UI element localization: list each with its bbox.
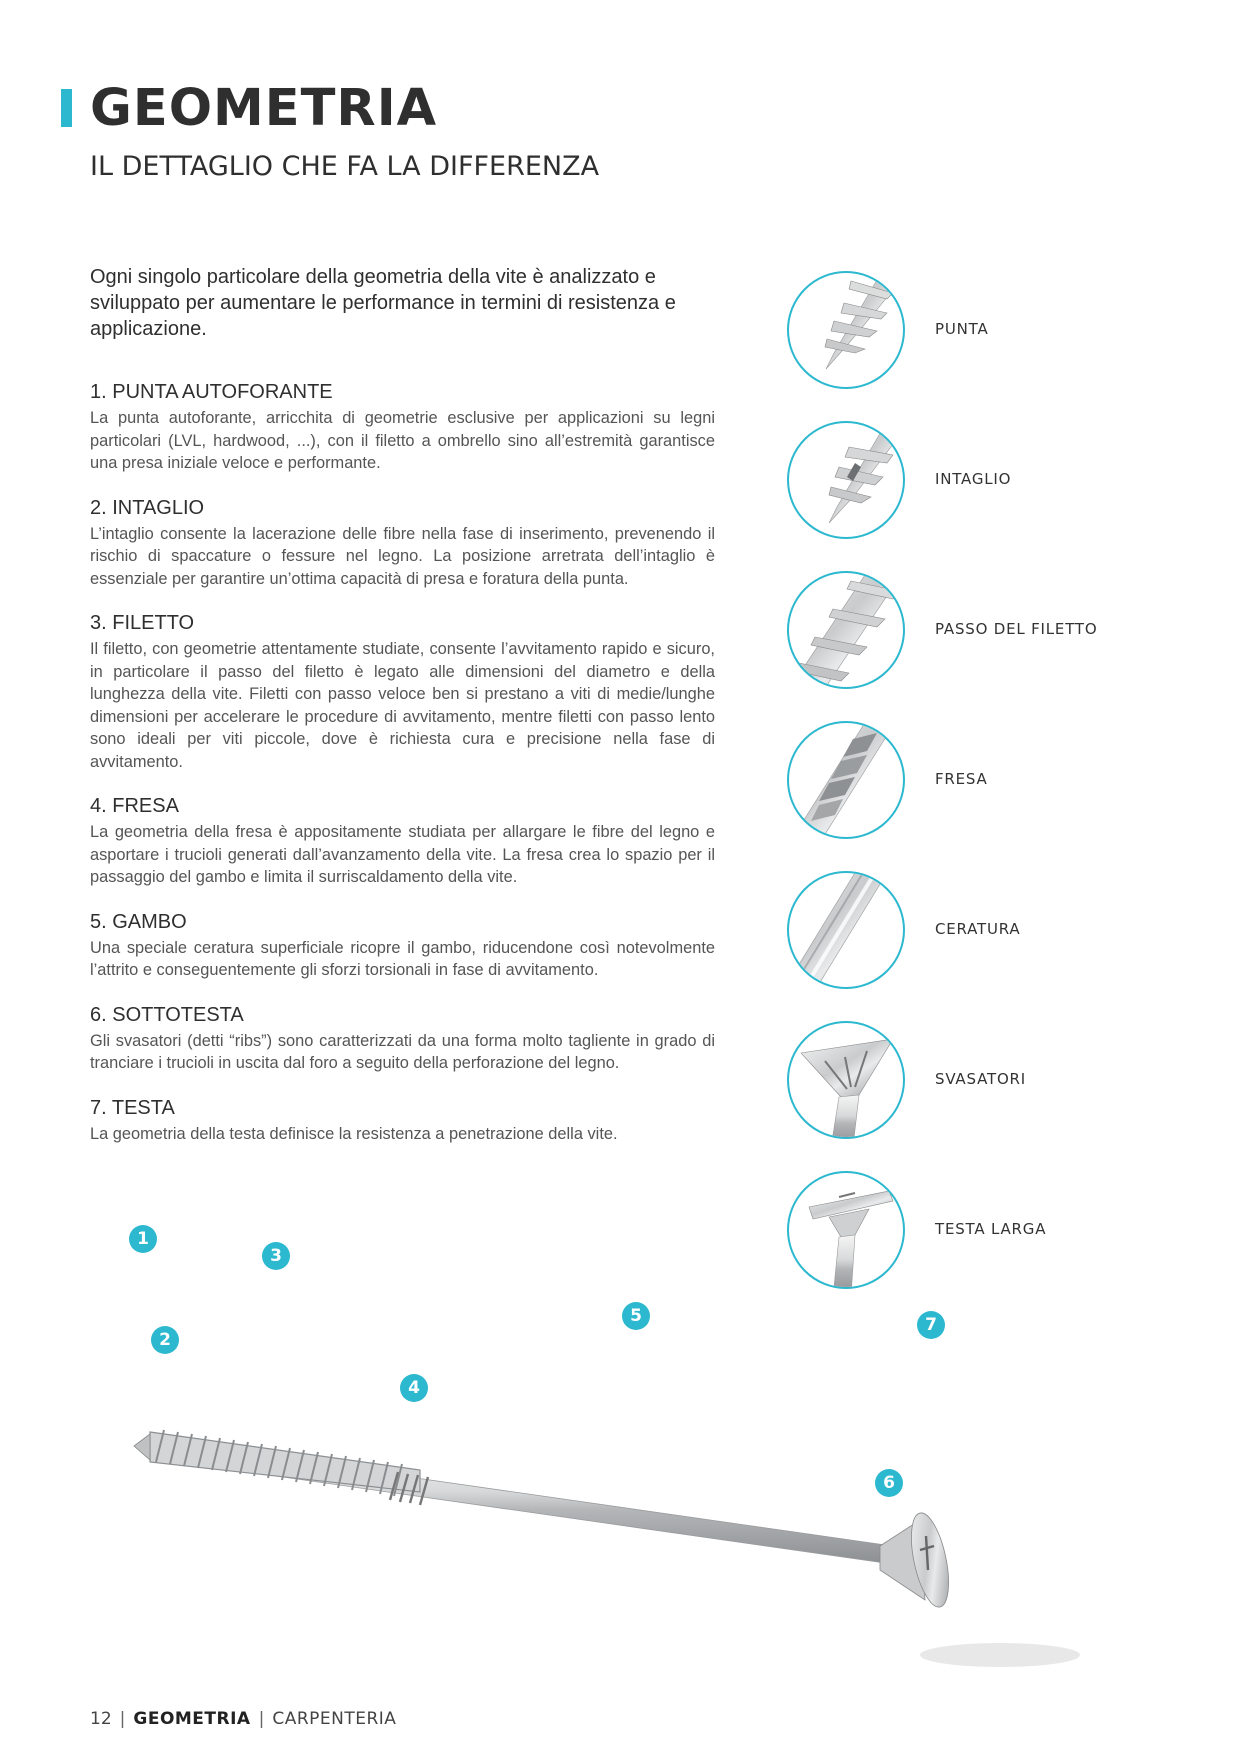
section-body: La punta autoforante, arricchita di geometrie esclusive per applicazioni su legni particolari (LVL, hardwood, ...), con il filetto a ombrello sino all’estremità garantisce una presa iniziale veloce e performante.	[90, 409, 715, 472]
detail-label: PUNTA	[935, 320, 989, 338]
page-footer	[90, 1709, 396, 1729]
detail-ceratura	[787, 871, 905, 989]
marker-3: 3	[262, 1242, 290, 1270]
marker-2: 2	[151, 1326, 179, 1354]
screw-notch-closeup-icon	[787, 421, 905, 539]
page-title: GEOMETRIA	[90, 79, 438, 138]
text-column	[90, 264, 715, 1166]
detail-label: CERATURA	[935, 920, 1021, 938]
footer-section: GEOMETRIA	[133, 1709, 251, 1729]
detail-passo-filetto	[787, 571, 905, 689]
page-number: 12	[90, 1709, 112, 1729]
section-intaglio	[90, 496, 715, 591]
wide-head-closeup-icon	[787, 1171, 905, 1289]
section-fresa	[90, 794, 715, 889]
section-testa	[90, 1096, 715, 1146]
detail-label: TESTA LARGA	[935, 1220, 1047, 1238]
intro-paragraph: Ogni singolo particolare della geometria della vite è analizzato e sviluppato per aumentare le performance in termini di resistenza e applicazione.	[90, 266, 676, 340]
detail-label: PASSO DEL FILETTO	[935, 620, 1098, 638]
cutter-closeup-icon	[787, 721, 905, 839]
page-subtitle: IL DETTAGLIO CHE FA LA DIFFERENZA	[90, 151, 600, 182]
marker-4: 4	[400, 1374, 428, 1402]
section-title: 6. SOTTOTESTA	[90, 1003, 244, 1026]
marker-6: 6	[875, 1469, 903, 1497]
waxed-shank-closeup-icon	[787, 871, 905, 989]
section-filetto	[90, 611, 715, 773]
section-punta-autoforante	[90, 380, 715, 475]
section-body: La geometria della fresa è appositamente studiata per allargare le fibre del legno e asportare i trucioli generati dall’avanzamento della vite. La fresa crea lo spazio per il passaggio del gambo e limita il surriscaldamento della vite.	[90, 823, 715, 886]
section-gambo	[90, 910, 715, 982]
screw-diagram	[120, 1360, 1120, 1690]
detail-intaglio	[787, 421, 905, 539]
section-body: L’intaglio consente la lacerazione delle fibre nella fase di inserimento, prevenendo il rischio di spaccature o fessure nel legno. La posizione arretrata dell’intaglio è essenziale per garantire un’ottima capacità di presa e foratura della punta.	[90, 524, 715, 588]
screw-tip-closeup-icon	[787, 271, 905, 389]
section-body: La geometria della testa definisce la resistenza a penetrazione della vite.	[90, 1124, 618, 1143]
footer-separator: |	[119, 1709, 126, 1729]
section-title: 1. PUNTA AUTOFORANTE	[90, 381, 333, 403]
section-sottotesta	[90, 1003, 715, 1075]
detail-svasatori	[787, 1021, 905, 1139]
countersink-ribs-closeup-icon	[787, 1021, 905, 1139]
detail-testa-larga	[787, 1171, 905, 1289]
detail-punta	[787, 271, 905, 389]
section-title: 5. GAMBO	[90, 910, 187, 933]
thread-pitch-closeup-icon	[787, 571, 905, 689]
section-title: 7. TESTA	[90, 1096, 175, 1119]
detail-label: FRESA	[935, 770, 988, 788]
title-accent-bar	[61, 89, 72, 127]
marker-7: 7	[917, 1311, 945, 1339]
section-title: 3. FILETTO	[90, 612, 195, 634]
section-title: 4. FRESA	[90, 795, 179, 817]
footer-catalog: CARPENTERIA	[272, 1709, 397, 1729]
marker-1: 1	[129, 1225, 157, 1253]
section-body: Gli svasatori (detti “ribs”) sono caratterizzati da una forma molto tagliente in grado di tranciare i trucioli in uscita dal foro a seguito della perforazione del legno.	[90, 1031, 715, 1072]
section-title: 2. INTAGLIO	[90, 496, 205, 519]
detail-fresa	[787, 721, 905, 839]
section-body: Il filetto, con geometrie attentamente studiate, consente l’avvitamento rapido e sicuro, in particolare il passo del filetto è legato alle dimensioni del diametro e della lunghezza della vite. Filetti con passo veloce ben si prestano a viti di medie/lunghe dimensioni per accelerare le procedure di avvitamento, mentre filetti con passo lento sono ideali per viti piccole, dove è richiesta cura e precisione nella fase di avvitamento.	[90, 640, 715, 771]
detail-label: SVASATORI	[935, 1070, 1026, 1088]
section-body: Una speciale ceratura superficiale ricopre il gambo, riducendone così notevolmente l’attrito e conseguentemente gli sforzi torsionali in fase di avvitamento.	[90, 938, 715, 979]
footer-separator: |	[258, 1709, 265, 1729]
marker-5: 5	[622, 1302, 650, 1330]
detail-label: INTAGLIO	[935, 470, 1012, 488]
